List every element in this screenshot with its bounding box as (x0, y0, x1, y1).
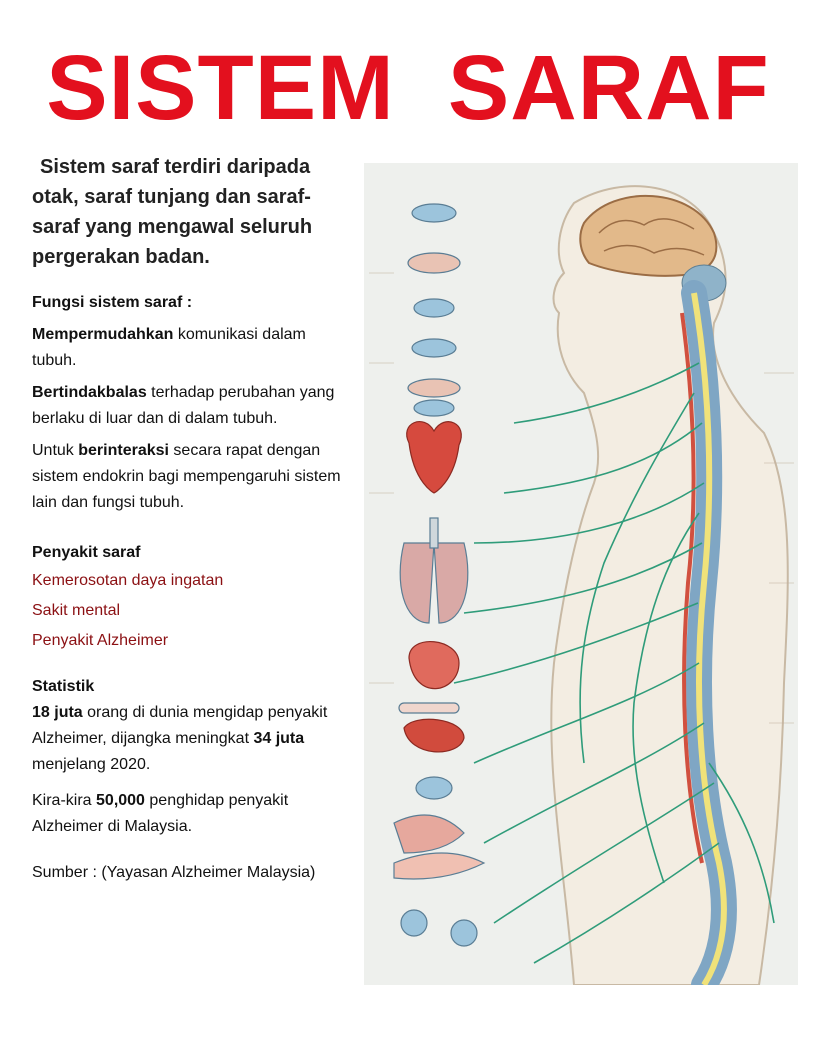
function-item (32, 438, 350, 516)
function-item (32, 322, 350, 374)
function-item (32, 380, 350, 432)
stat-number: 18 juta (32, 704, 83, 721)
stat-number: 34 juta (253, 730, 305, 747)
stat-text: penghidap penyakit Alzheimer di Malaysia. (32, 792, 289, 835)
functions-heading: Fungsi sistem saraf : (32, 294, 193, 311)
diseases-heading: Penyakit saraf (32, 544, 141, 561)
statistic-1 (32, 700, 350, 778)
organ-icons (394, 204, 484, 946)
intro-text: Sistem saraf terdiri daripada otak, saraf tunjang dan saraf-saraf yang mengawal seluruh pergerakan badan. (32, 156, 313, 268)
function-text: terhadap perubahan yang berlaku di luar dan di dalam tubuh. (32, 384, 335, 427)
text-column (32, 152, 350, 892)
nervous-system-illustration (364, 163, 798, 985)
stat-number: 50,000 (96, 792, 145, 809)
statistic-2 (32, 788, 350, 840)
page-title: SISTEM SARAF (46, 37, 770, 139)
anatomy-drawing (364, 163, 798, 985)
function-text: secara rapat dengan sistem endokrin bagi mempengaruhi sistem lain dan fungsi tubuh. (32, 442, 341, 511)
function-prefix: Untuk (32, 442, 79, 459)
function-keyword: berinteraksi (78, 442, 169, 459)
function-keyword: Mempermudahkan (32, 326, 174, 343)
disease-item: Sakit mental (32, 602, 121, 619)
function-text: komunikasi dalam tubuh. (32, 326, 306, 369)
stat-text: orang di dunia mengidap penyakit Alzheimer, dijangka meningkat (32, 704, 328, 747)
disease-item: Kemerosotan daya ingatan (32, 572, 224, 589)
source-citation: Sumber : (Yayasan Alzheimer Malaysia) (32, 864, 316, 881)
statistics-heading: Statistik (32, 678, 95, 695)
disease-item: Penyakit Alzheimer (32, 632, 169, 649)
stat-text: menjelang 2020. (32, 756, 151, 773)
function-keyword: Bertindakbalas (32, 384, 147, 401)
body-silhouette (551, 186, 788, 985)
stat-text: Kira-kira (32, 792, 97, 809)
